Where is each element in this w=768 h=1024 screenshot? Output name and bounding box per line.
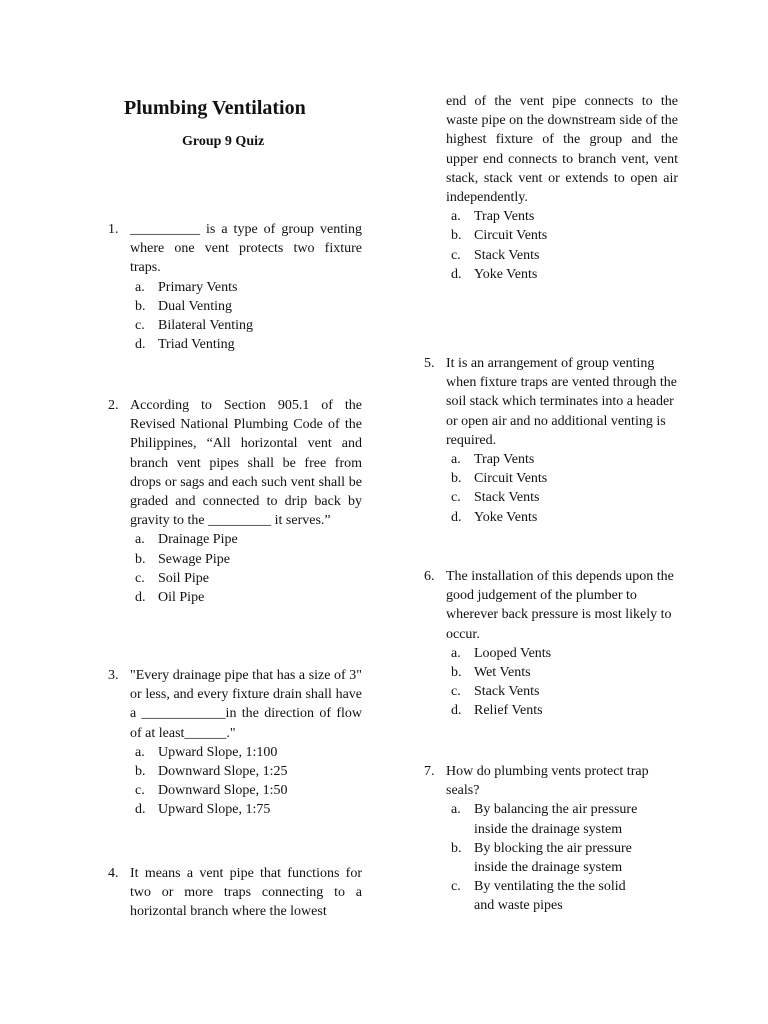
option-letter: b. <box>135 298 146 314</box>
option-text: Bilateral Venting <box>158 318 253 334</box>
option-letter: d. <box>135 802 146 818</box>
option-text: Downward Slope, 1:50 <box>158 783 288 799</box>
option-text: Triad Venting <box>158 337 235 353</box>
answer-option <box>446 682 678 701</box>
option-text: Looped Vents <box>474 645 552 661</box>
question-2 <box>108 396 362 607</box>
option-letter: a. <box>135 532 145 548</box>
option-letter: c. <box>451 490 461 506</box>
option-letter: b. <box>451 665 462 681</box>
answer-option <box>130 588 362 607</box>
question-number: 2. <box>108 398 119 413</box>
option-letter: c. <box>135 318 145 334</box>
answer-option <box>446 800 646 838</box>
quiz-subtitle: Group 9 Quiz <box>182 134 265 149</box>
option-text: Soil Pipe <box>158 570 209 586</box>
option-text: Trap Vents <box>474 452 535 468</box>
option-letter: d. <box>135 590 146 606</box>
answer-option <box>446 488 678 507</box>
option-text: Stack Vents <box>474 247 540 263</box>
answer-option <box>130 335 362 354</box>
answer-options <box>446 450 678 527</box>
question-text: The installation of this depends upon the good judgement of the plumber to wherever back pressure is most likely to occur. <box>446 569 674 642</box>
option-text: Yoke Vents <box>474 509 538 525</box>
option-letter: c. <box>451 879 461 895</box>
answer-option <box>446 644 678 663</box>
answer-option <box>446 207 678 226</box>
question-text-continued: end of the vent pipe connects to the waste pipe on the downstream side of the highest fixture of the group and the upper end connects to branch vent, vent stack, stack vent or extends to open air independently. <box>446 94 678 206</box>
question-number: 6. <box>424 569 435 584</box>
option-letter: b. <box>451 840 462 856</box>
option-text: Dual Venting <box>158 298 233 314</box>
question-4 <box>108 864 362 922</box>
option-letter: a. <box>135 744 145 760</box>
answer-options <box>130 278 362 355</box>
answer-option <box>446 701 678 720</box>
option-letter: d. <box>451 509 462 525</box>
question-5 <box>424 354 678 527</box>
option-text: Upward Slope, 1:100 <box>158 744 278 760</box>
answer-options <box>130 743 362 820</box>
option-text: Drainage Pipe <box>158 532 238 548</box>
question-text: It is an arrangement of group venting when fixture traps are vented through the soil stack which terminates into a header or open air and no additional venting is required. <box>446 356 677 448</box>
option-text: Yoke Vents <box>474 266 538 282</box>
option-text: Circuit Vents <box>474 471 548 487</box>
question-number: 3. <box>108 668 119 683</box>
answer-option <box>446 469 678 488</box>
option-text: Upward Slope, 1:75 <box>158 802 271 818</box>
question-text: __________ is a type of group venting where one vent protects two fixture traps. <box>130 222 362 276</box>
option-text: Oil Pipe <box>158 590 205 606</box>
option-letter: a. <box>451 802 461 818</box>
answer-option <box>130 550 362 569</box>
answer-option <box>446 265 678 284</box>
question-1 <box>108 220 362 354</box>
answer-option <box>446 450 678 469</box>
answer-option <box>446 663 678 682</box>
option-letter: b. <box>451 471 462 487</box>
answer-option <box>130 569 362 588</box>
option-letter: b. <box>451 228 462 244</box>
option-letter: a. <box>135 279 145 295</box>
answer-options <box>446 207 678 284</box>
option-text: Trap Vents <box>474 209 535 225</box>
answer-option <box>130 762 362 781</box>
option-text: Downward Slope, 1:25 <box>158 764 288 780</box>
question-text: According to Section 905.1 of the Revised National Plumbing Code of the Philippines, “All horizontal vent and branch vent pipes shall be free from drops or sags and each such vent shall be graded and connected to drip back by gravity to the _________ it serves.” <box>130 398 362 529</box>
answer-option <box>130 743 362 762</box>
option-letter: c. <box>135 570 145 586</box>
option-letter: c. <box>451 684 461 700</box>
option-letter: d. <box>135 337 146 353</box>
answer-options <box>446 800 646 915</box>
option-letter: b. <box>135 551 146 567</box>
option-letter: d. <box>451 703 462 719</box>
option-text: By ventilating the the solid and waste pipes <box>474 879 626 914</box>
page-title: Plumbing Ventilation <box>124 97 306 119</box>
question-6 <box>424 567 678 721</box>
answer-option <box>130 297 362 316</box>
option-text: Relief Vents <box>474 703 543 719</box>
answer-options <box>446 644 678 721</box>
option-text: Stack Vents <box>474 684 540 700</box>
option-letter: c. <box>451 247 461 263</box>
answer-option <box>446 877 646 915</box>
answer-option <box>130 316 362 335</box>
answer-option <box>130 781 362 800</box>
answer-option <box>446 839 646 877</box>
question-number: 7. <box>424 764 435 779</box>
question-text: It means a vent pipe that functions for two or more traps connecting to a horizontal branch where the lowest <box>130 866 362 920</box>
option-text: By balancing the air pressure inside the drainage system <box>474 802 638 837</box>
option-letter: a. <box>451 645 461 661</box>
option-letter: a. <box>451 209 461 225</box>
answer-option <box>446 226 678 245</box>
answer-option <box>130 800 362 819</box>
option-letter: b. <box>135 764 146 780</box>
option-letter: c. <box>135 783 145 799</box>
option-letter: a. <box>451 452 461 468</box>
option-text: Primary Vents <box>158 279 238 295</box>
question-text: How do plumbing vents protect trap seals? <box>446 764 649 799</box>
question-number: 1. <box>108 222 119 237</box>
answer-options <box>130 530 362 607</box>
question-7 <box>424 762 678 916</box>
question-3 <box>108 666 362 820</box>
answer-option <box>130 530 362 549</box>
answer-option <box>446 246 678 265</box>
option-text: Sewage Pipe <box>158 551 230 567</box>
answer-option <box>446 508 678 527</box>
question-text: "Every drainage pipe that has a size of 3" or less, and every fixture drain shall have a ____________in the direction of flow of at least______." <box>130 668 362 741</box>
question-number: 5. <box>424 356 435 371</box>
answer-option <box>130 278 362 297</box>
question-4-continued <box>446 92 678 284</box>
option-text: Wet Vents <box>474 665 531 681</box>
question-number: 4. <box>108 866 119 881</box>
option-letter: d. <box>451 266 462 282</box>
option-text: Stack Vents <box>474 490 540 506</box>
option-text: By blocking the air pressure inside the drainage system <box>474 840 632 876</box>
option-text: Circuit Vents <box>474 228 548 244</box>
